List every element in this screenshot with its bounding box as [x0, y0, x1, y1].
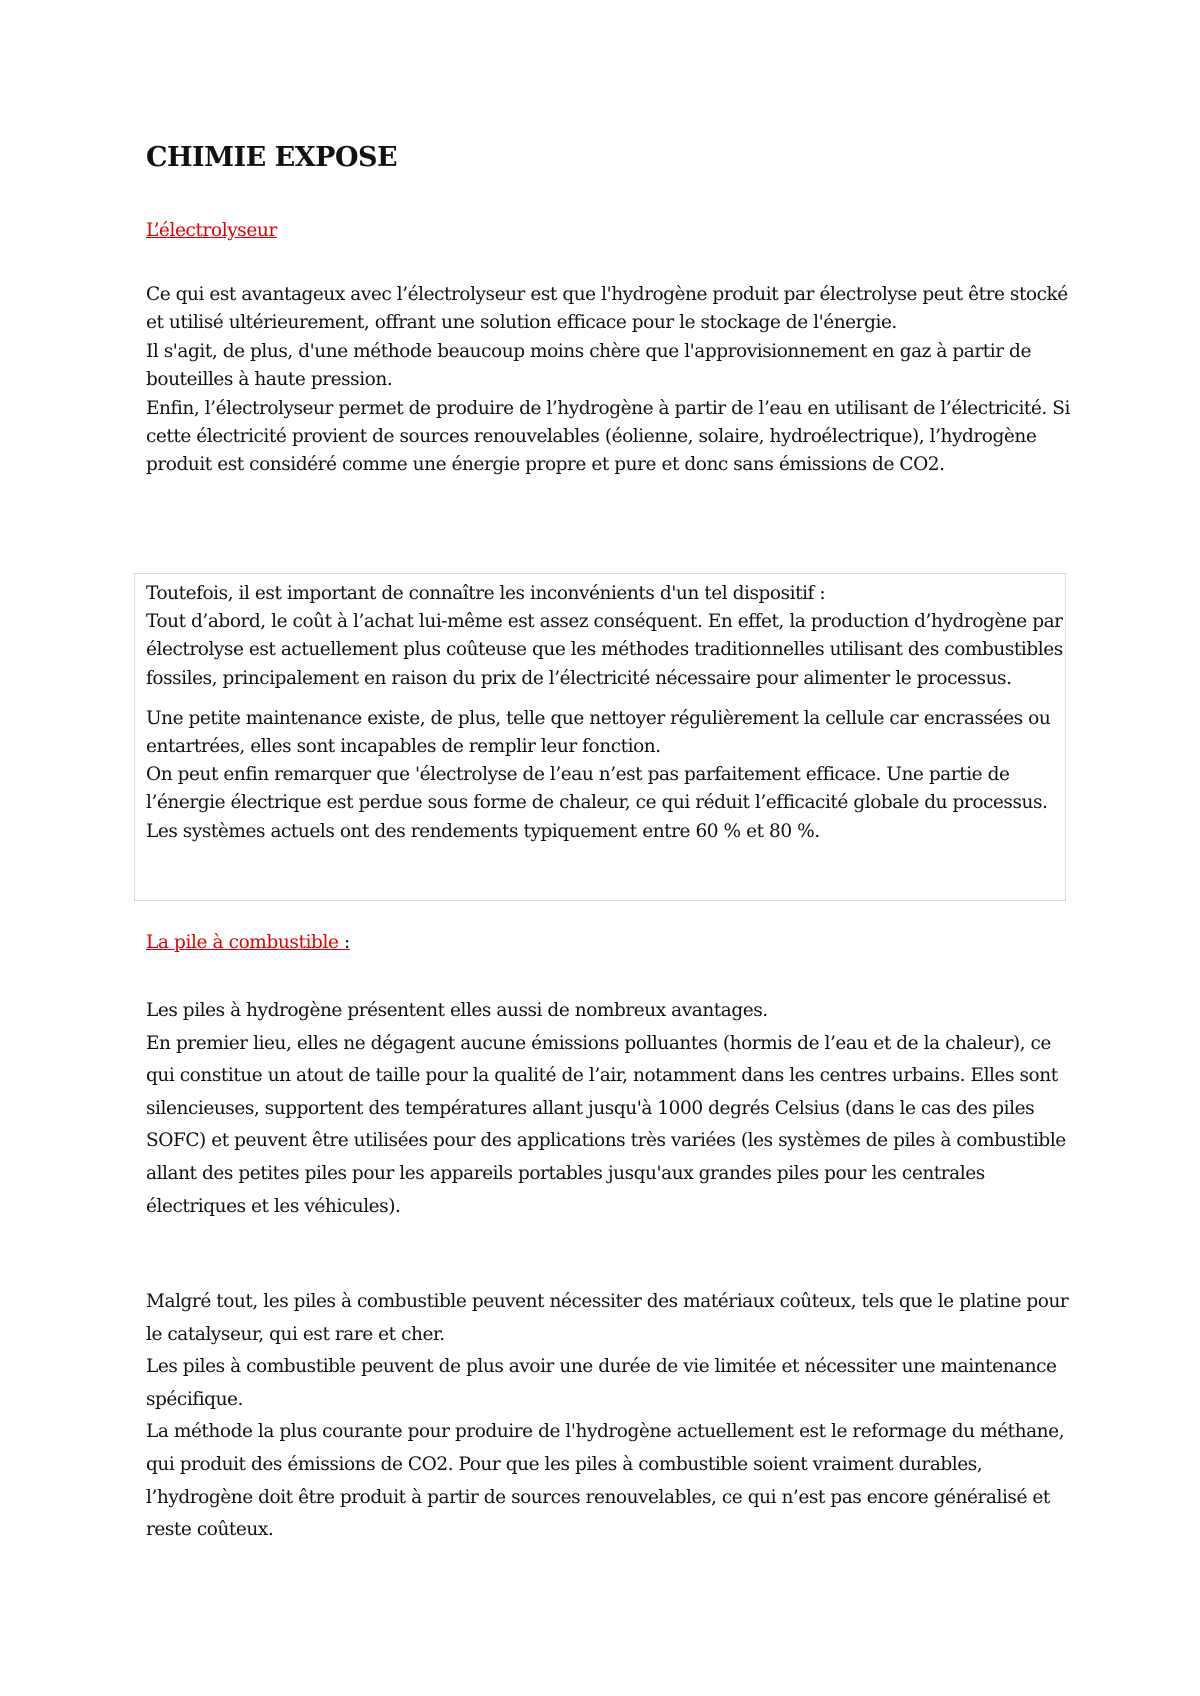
paragraph: On peut enfin remarquer que 'électrolyse de l’eau n’est pas parfaitement efficace. Une partie de l’énergie électrique est perdue sous forme de chaleur, ce qui réduit l’efficacité globale du processus. Les systèmes actuels ont des rendements typiquement entre 60 % et 80 %.	[146, 764, 1048, 842]
paragraph: Une petite maintenance existe, de plus, telle que nettoyer régulièrement la cellule car encrassées ou entartrées, elles sont incapables de remplir leur fonction.	[146, 707, 1051, 758]
paragraph: Tout d’abord, le coût à l’achat lui-même est assez conséquent. En effet, la production d’hydrogène par électrolyse est actuellement plus coûteuse que les méthodes traditionnelles utilisant des combustibles fossiles, principalement en raison du prix de l’électricité nécessaire pour alimenter le processus.	[146, 611, 1063, 689]
paragraph: Enfin, l’électrolyseur permet de produire de l’hydrogène à partir de l’eau en utilisant de l’électricité. Si cette électricité provient de sources renouvelables (éolienne, solaire, hydroélectrique), l’hydrogène produit est considéré comme une énergie propre et pure et donc sans émissions de CO2.	[146, 397, 1070, 476]
paragraph: Toutefois, il est important de connaître les inconvénients d'un tel dispositif :	[146, 583, 826, 604]
electrolyseur-inconvenients	[146, 580, 1070, 846]
paragraph: Ce qui est avantageux avec l’électrolyseur est que l'hydrogène produit par électrolyse peut être stocké et utilisé ultérieurement, offrant une solution efficace pour le stockage de l'énergie.	[146, 284, 1068, 334]
paragraph: Malgré tout, les piles à combustible peuvent nécessiter des matériaux coûteux, tels que le platine pour le catalyseur, qui est rare et cher.	[146, 1291, 1069, 1345]
section-heading-electrolyseur	[146, 220, 277, 241]
paragraph: La méthode la plus courante pour produire de l'hydrogène actuellement est le reformage du méthane, qui produit des émissions de CO2. Pour que les piles à combustible soient vraiment durables, l’hydrogène doit être produit à partir de sources renouvelables, ce qui n’est pas encore généralisé et reste coûteux.	[146, 1421, 1065, 1541]
pile-advantages	[146, 995, 1070, 1223]
paragraph: Il s'agit, de plus, d'une méthode beaucoup moins chère que l'approvisionnement en gaz à partir de bouteilles à haute pression.	[146, 340, 1031, 391]
section-heading-text: L’électrolyseur	[146, 220, 277, 241]
heading-colon: :	[338, 932, 350, 953]
section-heading-text: La pile à combustible	[146, 932, 339, 953]
electrolyseur-advantages	[146, 281, 1070, 480]
paragraph: En premier lieu, elles ne dégagent aucune émissions polluantes (hormis de l’eau et de la chaleur), ce qui constitue un atout de taille pour la qualité de l’air, notamment dans les centres urbains. Elles sont silencieuses, supportent des températures allant jusqu'à 1000 degrés Celsius (dans le cas des piles SOFC) et peuvent être utilisées pour des applications très variées (les systèmes de piles à combustible allant des petites piles pour les appareils portables jusqu'aux grandes piles pour les centrales électriques et les véhicules).	[146, 1032, 1066, 1217]
paragraph: Les piles à combustible peuvent de plus avoir une durée de vie limitée et nécessiter une maintenance spécifique.	[146, 1356, 1057, 1410]
paragraph: Les piles à hydrogène présentent elles aussi de nombreux avantages.	[146, 1000, 768, 1021]
pile-inconvenients	[146, 1286, 1070, 1547]
document-title: CHIMIE EXPOSE	[146, 142, 398, 173]
section-heading-pile	[146, 932, 350, 953]
